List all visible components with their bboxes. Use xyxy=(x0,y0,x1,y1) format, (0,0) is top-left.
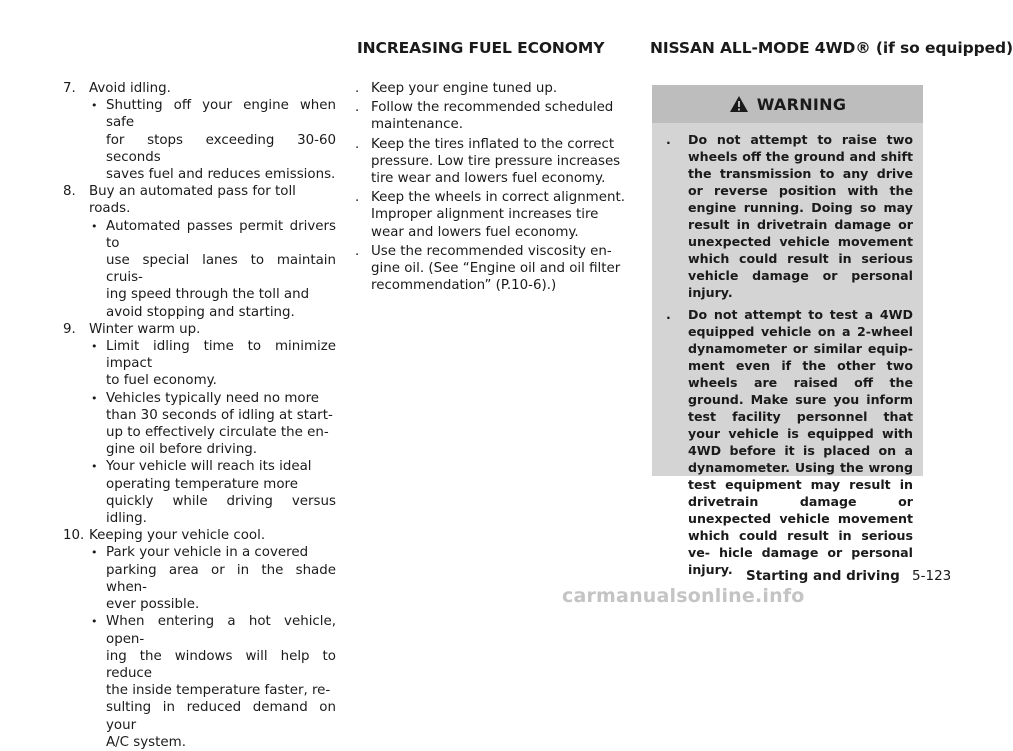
warning-title: WARNING xyxy=(756,94,847,114)
tip-bullet-line: parking area or in the shade when- xyxy=(106,562,336,595)
tip-bullet-line: ing speed through the toll and xyxy=(106,287,310,303)
section-title-fuel-economy: INCREASING FUEL ECONOMY xyxy=(357,39,605,57)
tip-number: 7. xyxy=(63,81,76,96)
tip-bullet-line: A/C system. xyxy=(106,734,186,750)
section-title-4wd: NISSAN ALL-MODE 4WD® (if so equipped) xyxy=(650,39,1013,57)
bullet-icon: • xyxy=(91,546,98,560)
footer-section: Starting and driving xyxy=(746,568,900,584)
tip-bullet-text xyxy=(106,458,336,527)
maintenance-text xyxy=(371,189,631,241)
tip-title: Avoid idling. xyxy=(89,81,171,96)
tip-item xyxy=(63,527,336,544)
tip-number: 10. xyxy=(63,528,85,544)
maintenance-text xyxy=(371,136,631,188)
maintenance-line: Improper alignment increases tire xyxy=(371,207,599,223)
fuel-tips-list xyxy=(63,80,336,751)
maintenance-line: gine oil. (See “Engine oil and oil filter xyxy=(371,261,621,277)
bullet-icon: . xyxy=(355,243,360,259)
tip-bullet-line: avoid stopping and starting. xyxy=(106,304,295,320)
bullet-icon: • xyxy=(91,340,98,354)
maintenance-item xyxy=(355,80,631,97)
tip-bullet-text xyxy=(106,613,336,751)
tip-bullet-line: When entering a hot vehicle, open- xyxy=(106,614,336,647)
maintenance-line: maintenance. xyxy=(371,117,463,133)
maintenance-line: recommendation” (P.10-6).) xyxy=(371,278,557,294)
bullet-icon: • xyxy=(91,460,98,474)
tip-bullet-text xyxy=(106,544,336,613)
tip-item xyxy=(63,183,336,217)
tip-bullet xyxy=(89,97,336,183)
watermark: carmanualsonline.info xyxy=(562,585,805,607)
bullet-icon: . xyxy=(666,307,671,322)
bullet-icon: . xyxy=(666,132,671,147)
tip-bullet-line: quickly while driving versus idling. xyxy=(106,493,336,527)
tip-item xyxy=(63,321,336,338)
bullet-icon: • xyxy=(91,99,98,113)
maintenance-item xyxy=(355,243,631,295)
tip-bullet xyxy=(89,544,336,613)
warning-items xyxy=(652,123,923,578)
maintenance-line: pressure. Low tire pressure increases xyxy=(371,153,621,169)
bullet-icon: . xyxy=(355,100,360,116)
maintenance-line: Keep the tires inflated to the correct xyxy=(371,136,615,152)
tip-bullet-line: to fuel economy. xyxy=(106,373,217,389)
tip-bullet-line: Vehicles typically need no more xyxy=(106,390,320,406)
tip-bullet-line: Your vehicle will reach its ideal xyxy=(106,459,312,475)
warning-header xyxy=(652,85,923,123)
tip-title: Keeping your vehicle cool. xyxy=(89,528,266,544)
bullet-icon: • xyxy=(91,615,98,629)
maintenance-text xyxy=(371,243,631,295)
maintenance-item xyxy=(355,189,631,241)
tip-bullet-line: Limit idling time to minimize impact xyxy=(106,339,336,372)
tip-bullet-line: operating temperature more xyxy=(106,476,298,492)
warning-item xyxy=(666,131,913,301)
warning-text: Do not attempt to raise two wheels off the ground and shift the transmission to any drive or reverse position with the engine running. Doing so may result in drivetrain damage or unexpected vehicle movement which could result in serious vehicle damage or personal injury. xyxy=(688,132,913,300)
tip-bullet xyxy=(89,613,336,751)
page-number: 5-123 xyxy=(912,568,952,584)
tip-bullet-line: the inside temperature faster, re- xyxy=(106,683,331,699)
tip-bullet-text xyxy=(106,97,336,183)
maintenance-text xyxy=(371,99,631,133)
maintenance-line: wear and lowers fuel economy. xyxy=(371,224,579,240)
bullet-icon: • xyxy=(91,219,98,233)
tip-bullet xyxy=(89,390,336,459)
warning-text: Do not attempt to test a 4WD equipped vehicle on a 2-wheel dynamometer or similar equip- ment even if the other two wheels are raised off the ground. Make sure you inform test facility personnel that your vehicle is equipped with 4WD before it is placed on a dynamometer. Using the wrong test equipment may result in drivetrain damage or unexpected vehicle movement which could result in serious ve- hicle damage or personal injury. xyxy=(688,307,913,577)
tip-bullet xyxy=(89,338,336,390)
tip-bullet-line: Park your vehicle in a covered xyxy=(106,545,309,561)
tip-bullet-line: use special lanes to maintain cruis- xyxy=(106,253,336,286)
tip-bullet-line: Automated passes permit drivers to xyxy=(106,218,336,251)
tip-bullet-line: ever possible. xyxy=(106,597,200,613)
bullet-icon: . xyxy=(355,81,360,96)
tip-bullet-text xyxy=(106,390,336,459)
maintenance-list xyxy=(355,80,631,296)
maintenance-line: tire wear and lowers fuel economy. xyxy=(371,171,606,187)
tip-bullet-text xyxy=(106,218,336,321)
tip-bullet-line: sulting in reduced demand on your xyxy=(106,700,336,733)
tip-bullet-line: Shutting off your engine when safe xyxy=(106,98,336,131)
tip-bullet xyxy=(89,218,336,321)
warning-triangle-icon xyxy=(729,95,749,113)
tip-bullet-line: saves fuel and reduces emissions. xyxy=(106,167,336,183)
bullet-icon: • xyxy=(91,391,98,405)
tip-item xyxy=(63,80,336,97)
maintenance-line: Use the recommended viscosity en- xyxy=(371,243,612,259)
maintenance-line: Keep your engine tuned up. xyxy=(371,81,558,96)
maintenance-text xyxy=(371,80,631,97)
tip-number: 8. xyxy=(63,184,76,200)
warning-item xyxy=(666,306,913,578)
tip-title: Buy an automated pass for toll roads. xyxy=(89,184,296,217)
tip-bullet-line: up to effectively circulate the en- xyxy=(106,425,329,441)
tip-bullet xyxy=(89,458,336,527)
tip-bullet-text xyxy=(106,338,336,390)
maintenance-line: Keep the wheels in correct alignment. xyxy=(371,190,625,206)
bullet-icon: . xyxy=(355,136,360,152)
maintenance-item xyxy=(355,99,631,133)
tip-bullet-line: for stops exceeding 30-60 seconds xyxy=(106,132,336,165)
page-footer xyxy=(746,568,951,584)
maintenance-item xyxy=(355,136,631,188)
tip-bullet-line: than 30 seconds of idling at start- xyxy=(106,407,333,423)
tip-bullet-line: gine oil before driving. xyxy=(106,442,258,458)
tip-title: Winter warm up. xyxy=(89,321,201,337)
bullet-icon: . xyxy=(355,190,360,206)
maintenance-line: Follow the recommended scheduled xyxy=(371,100,614,116)
tip-number: 9. xyxy=(63,321,76,337)
tip-bullet-line: ing the windows will help to reduce xyxy=(106,648,336,681)
